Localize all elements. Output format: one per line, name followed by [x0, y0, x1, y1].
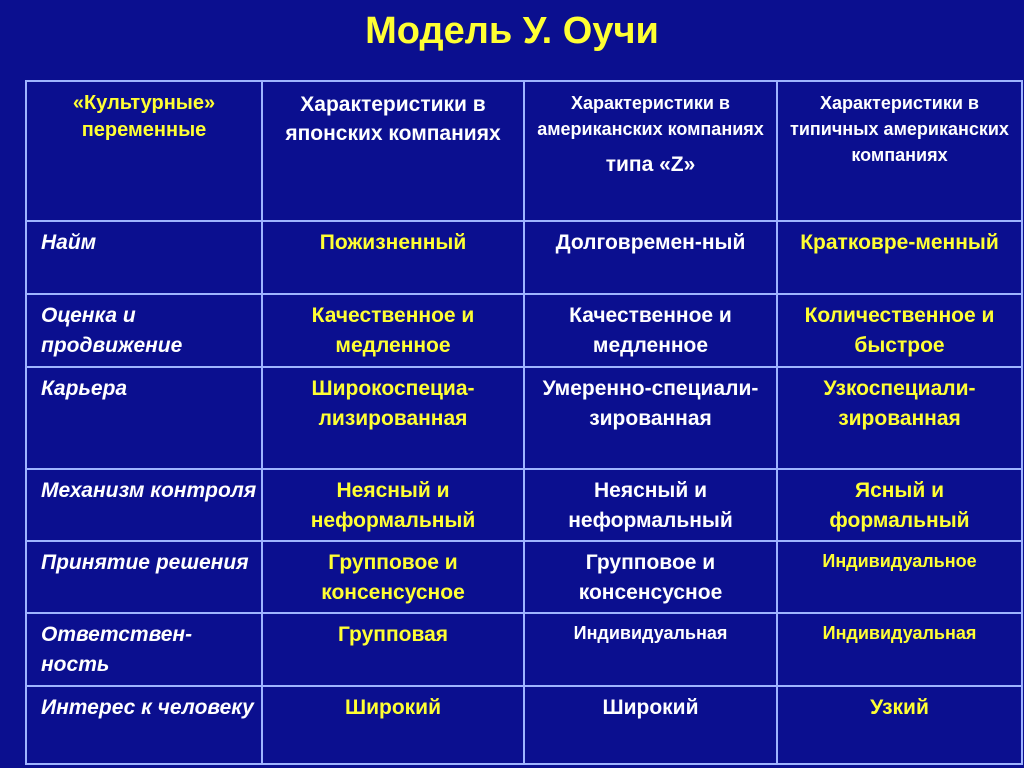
z-type-value: Неясный и неформальный	[568, 479, 733, 532]
japanese-value: Качественное и медленное	[311, 304, 475, 357]
slide-title: Модель У. Оучи	[365, 10, 659, 52]
row-label: Карьера	[41, 377, 128, 400]
japanese-value: Широкоспециа-лизированная	[311, 377, 475, 430]
table-row	[26, 469, 1022, 541]
z-type-value: Индивидуальная	[573, 623, 728, 643]
japanese-value: Групповая	[337, 623, 449, 646]
z-type-value: Умеренно-специали-зированная	[542, 377, 759, 430]
table-row	[26, 294, 1022, 367]
header-z-type-label: Характеристики в американских компаниях	[537, 93, 764, 139]
header-cell-japanese	[262, 81, 524, 221]
header-typical-american-label: Характеристики в типичных американских компаниях	[790, 93, 1009, 165]
typical-american-value: Кратковре-менный	[800, 231, 999, 254]
typical-american-value: Количественное и быстрое	[804, 304, 995, 357]
japanese-value: Пожизненный	[319, 231, 467, 254]
header-variables-label: «Культурные» переменные	[72, 92, 216, 141]
typical-american-value: Узкоспециали-зированная	[823, 377, 976, 430]
row-label: Интерес к человеку	[41, 696, 254, 719]
z-type-value: Групповое и консенсусное	[578, 551, 723, 604]
row-label: Механизм контроля	[41, 479, 257, 502]
typical-american-value: Узкий	[870, 696, 929, 719]
z-type-value: Долговремен-ный	[555, 231, 746, 254]
header-japanese-label: Характеристики в японских компаниях	[285, 93, 501, 145]
typical-american-value: Индивидуальная	[822, 623, 977, 643]
table-row	[26, 613, 1022, 686]
typical-american-value: Ясный и формальный	[829, 479, 970, 532]
table-row	[26, 686, 1022, 764]
table-row	[26, 367, 1022, 469]
z-type-value: Широкий	[602, 696, 699, 719]
header-cell-typical-american	[777, 81, 1022, 221]
row-label: Ответствен-ность	[41, 623, 193, 676]
row-label: Принятие решения	[41, 551, 249, 574]
header-z-type-suffix: типа «Z»	[605, 153, 696, 176]
z-type-value: Качественное и медленное	[569, 304, 732, 357]
japanese-value: Широкий	[345, 696, 441, 719]
table-row	[26, 221, 1022, 294]
header-cell-variables	[26, 81, 262, 221]
header-cell-z-type	[524, 81, 777, 221]
row-label: Найм	[41, 231, 97, 254]
row-label: Оценка и продвижение	[41, 304, 183, 357]
table-row	[26, 541, 1022, 613]
table-header-row	[26, 81, 1022, 221]
japanese-value: Групповое и консенсусное	[321, 551, 465, 604]
typical-american-value: Индивидуальное	[822, 551, 977, 571]
japanese-value: Неясный и неформальный	[310, 479, 476, 532]
ouchi-model-table	[25, 80, 1023, 765]
